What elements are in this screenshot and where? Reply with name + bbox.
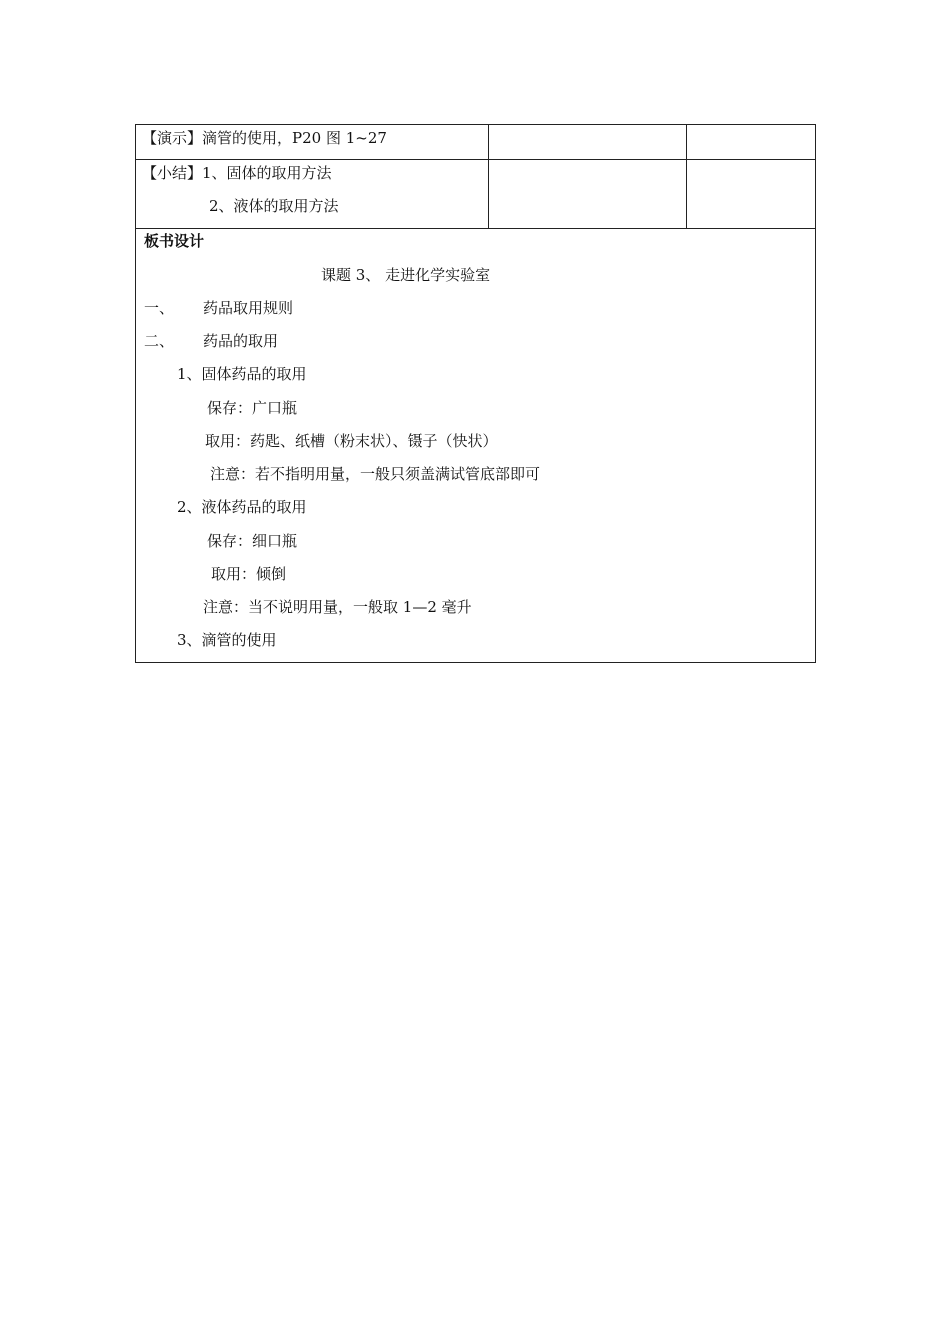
row-divider-2: [135, 228, 816, 229]
section-text-1: 药品取用规则: [203, 299, 294, 317]
board-line-liquid-heading: 2、液体药品的取用: [177, 498, 307, 516]
section-number-1: 一、: [144, 299, 175, 317]
board-line-liquid-note: 注意：当不说明用量，一般取 1—2 毫升: [203, 598, 472, 616]
board-line-liquid-storage: 保存：细口瓶: [207, 532, 298, 550]
board-line-liquid-method: 取用：倾倒: [211, 565, 287, 583]
board-design-heading: 板书设计: [144, 232, 205, 250]
board-line-solid-note: 注意：若不指明用量，一般只须盖满试管底部即可: [210, 465, 541, 483]
board-line-dropper: 3、滴管的使用: [177, 631, 277, 649]
board-title: 课题 3、 走进化学实验室: [321, 266, 491, 284]
column-divider-1: [488, 124, 489, 229]
table-border-left: [135, 124, 136, 663]
table-border-top: [135, 124, 816, 125]
column-divider-2: [686, 124, 687, 229]
board-line-solid-storage: 保存：广口瓶: [207, 399, 298, 417]
section-text-2: 药品的取用: [203, 332, 279, 350]
lesson-plan-table: [135, 124, 815, 662]
demo-cell-text: 【演示】滴管的使用，P20 图 1~27: [142, 129, 387, 147]
table-border-right: [815, 124, 816, 663]
table-border-bottom: [135, 662, 816, 663]
section-number-2: 二、: [144, 332, 175, 350]
summary-line-2: 2、液体的取用方法: [209, 197, 339, 215]
board-line-solid-heading: 1、固体药品的取用: [177, 365, 307, 383]
summary-line-1: 【小结】1、固体的取用方法: [142, 164, 332, 182]
row-divider-1: [135, 159, 816, 160]
board-line-solid-tools: 取用：药匙、纸槽（粉末状）、镊子（快状）: [205, 432, 498, 450]
